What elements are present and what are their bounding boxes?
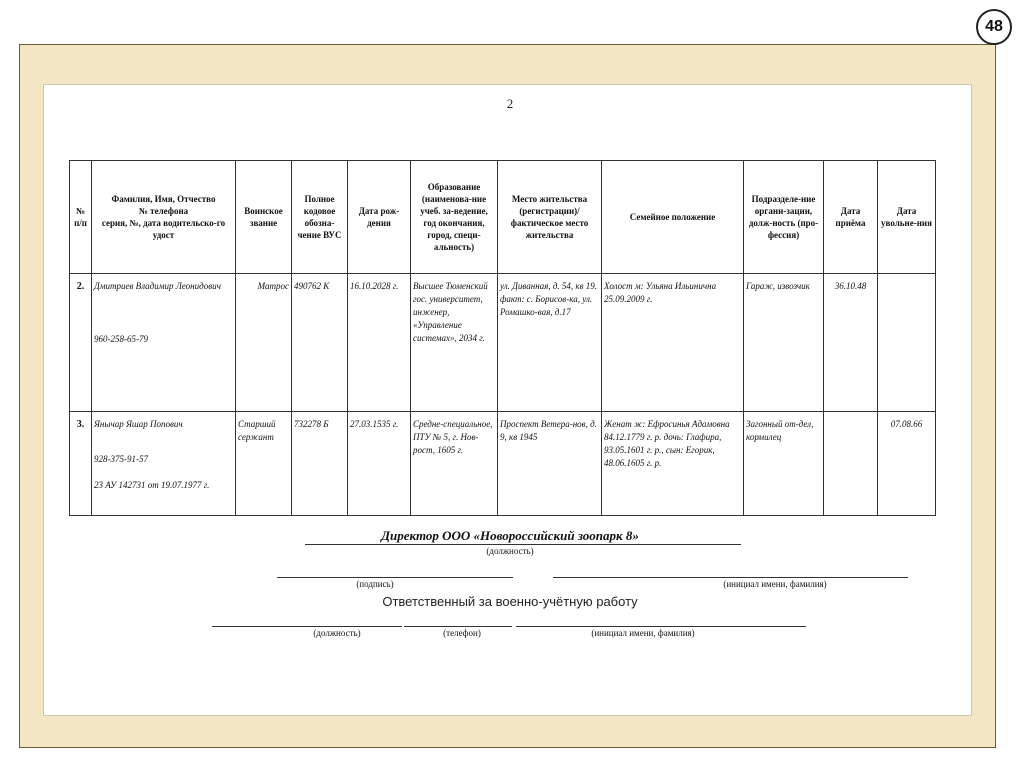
header-department: Подразделе-ние органи-зации, долж-ность (про-фессия) xyxy=(744,161,824,274)
header-dismissal-date: Дата увольне-ния xyxy=(878,161,936,274)
slide-number-badge: 48 xyxy=(976,9,1012,45)
row-birth: 16.10.2028 г. xyxy=(348,274,411,412)
table-row xyxy=(70,274,936,412)
responsible-position-caption: (должность) xyxy=(313,628,361,638)
row-name: Янычар Яшар Попович xyxy=(94,419,183,429)
header-num: № п/п xyxy=(70,161,92,274)
row-vus: 490762 К xyxy=(292,274,348,412)
row-rank: Матрос xyxy=(236,274,292,412)
employee-form-table xyxy=(69,160,936,516)
row-license: 23 АУ 142731 от 19.07.1977 г. xyxy=(94,480,210,490)
initials-line xyxy=(553,577,908,578)
responsible-title: Ответственный за военно-учётную работу xyxy=(382,594,638,609)
director-underline xyxy=(305,544,741,545)
row-family: Женат ж: Ефросинья Адамовна 84.12.1779 г. р. дочь: Глафира, 93.05.1601 г. р., сын: Егорик, 48.06.1605 г. р. xyxy=(602,412,744,516)
responsible-initials-line xyxy=(516,626,806,627)
row-phone: 928-375-91-57 xyxy=(94,454,148,464)
position-caption: (должность) xyxy=(486,546,534,556)
row-phone: 960-258-65-79 xyxy=(94,334,148,344)
initials-caption: (инициал имени, фамилия) xyxy=(723,579,827,589)
row-education: Средне-специальное, ПТУ № 5, г. Нов-рост, 1605 г. xyxy=(411,412,498,516)
responsible-phone-caption: (телефон) xyxy=(443,628,481,638)
table-row xyxy=(70,412,936,516)
row-num: 3. xyxy=(70,412,92,516)
header-birth: Дата рож-дения xyxy=(348,161,411,274)
header-family: Семейное положение xyxy=(602,161,744,274)
row-family: Холост м: Ульяна Ильинична 25.09.2009 г. xyxy=(602,274,744,412)
row-dismissal-date: 07.08.66 xyxy=(878,412,936,516)
row-name-cell xyxy=(92,412,236,516)
page-number: 2 xyxy=(506,96,514,111)
table-header-row xyxy=(70,161,936,274)
responsible-phone-line xyxy=(404,626,512,627)
header-rank: Воинское звание xyxy=(236,161,292,274)
row-residence: ул. Диванная, д. 54, кв 19. факт: с. Борисов-ка, ул. Ромашко-вая, д.17 xyxy=(498,274,602,412)
row-department: Загонный от-дел, кормилец xyxy=(744,412,824,516)
header-education: Образование (наименова-ние учеб. за-ведение, год окончания, город, специ-альность) xyxy=(411,161,498,274)
header-residence: Место жительства (регистрации)/ фактическое место жительства xyxy=(498,161,602,274)
responsible-initials-caption: (инициал имени, фамилия) xyxy=(591,628,695,638)
header-vus: Полное кодовое обозна-чение ВУС xyxy=(292,161,348,274)
row-rank: Старший сержант xyxy=(236,412,292,516)
header-hire-date: Дата приёма xyxy=(824,161,878,274)
row-vus: 732278 Б xyxy=(292,412,348,516)
row-hire-date: 36.10.48 xyxy=(824,274,878,412)
row-birth: 27.03.1535 г. xyxy=(348,412,411,516)
row-name-cell xyxy=(92,274,236,412)
row-num: 2. xyxy=(70,274,92,412)
signature-caption: (подпись) xyxy=(356,579,394,589)
header-name: Фамилия, Имя, Отчество № телефона серия, №, дата водительско-го удост xyxy=(92,161,236,274)
row-education: Высшее Тюменский гос. университет, инженер, «Управление системах», 2034 г. xyxy=(411,274,498,412)
row-residence: Проспект Ветера-нов, д. 9, кв 1945 xyxy=(498,412,602,516)
row-hire-date xyxy=(824,412,878,516)
row-department: Гараж, извозчик xyxy=(744,274,824,412)
row-name: Дмитриев Владимир Леонидович xyxy=(94,281,221,291)
signature-line xyxy=(277,577,513,578)
row-dismissal-date xyxy=(878,274,936,412)
responsible-position-line xyxy=(212,626,402,627)
director-title: Директор ООО «Новороссийский зоопарк 8» xyxy=(381,528,639,543)
